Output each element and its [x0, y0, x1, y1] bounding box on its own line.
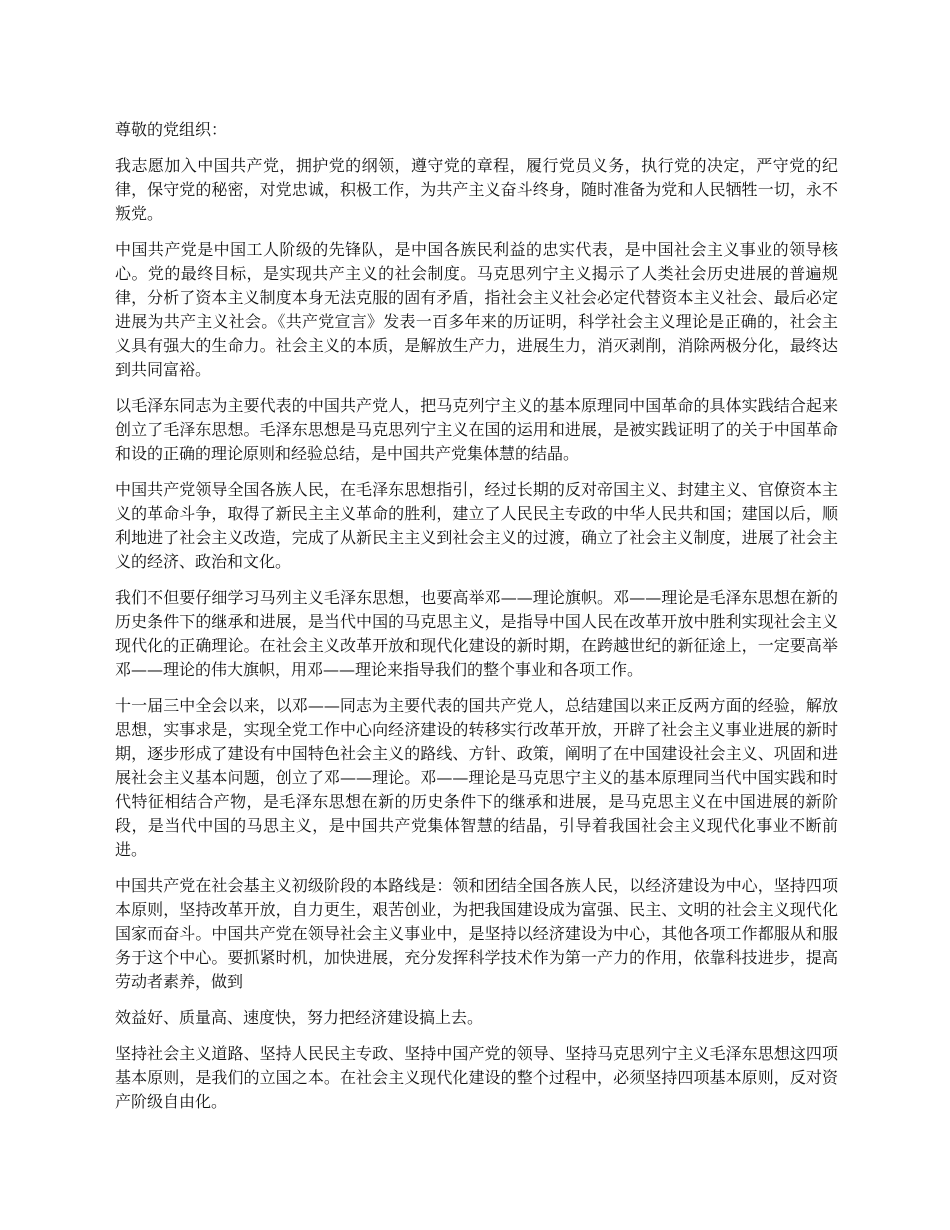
paragraph-6: 十一届三中全会以来，以邓——同志为主要代表的国共产党人，总结建国以来正反两方面的经验，解放思想，实事求是，实现全党工作中心向经济建设的转移实行改革开放，开辟了社会主义事业进展的新时期，逐步形成了建设有中国特色社会主义的路线、方针、政策，阐明了在中国建设社会主义、巩固和进展社会主义基本问题，创立了邓——理论。邓——理论是马克思宁主义的基本原理同当代中国实践和时代特征相结合产物，是毛泽东思想在新的历史条件下的继承和进展，是马克思主义在中国进展的新阶段，是当代中国的马思主义，是中国共产党集体智慧的结晶，引导着我国社会主义现代化事业不断前进。 — [115, 696, 838, 859]
paragraph-8: 效益好、质量高、速度快，努力把经济建设搞上去。 — [115, 1008, 484, 1027]
letter-body — [115, 118, 838, 1126]
paragraph-4: 中国共产党领导全国各族人民，在毛泽东思想指引，经过长期的反对帝国主义、封建主义、官僚资本主义的革命斗争，取得了新民主主义革命的胜利，建立了人民民主专政的中华人民共和国；建国以后，顺利地进了社会主义改造，完成了从新民主主义到社会主义的过渡，确立了社会主义制度，进展了社会主义的经济、政治和文化。 — [115, 480, 838, 571]
paragraph-9: 坚持社会主义道路、坚持人民民主专政、坚持中国产党的领导、坚持马克思列宁主义毛泽东思想这四项基本原则，是我们的立国之本。在社会主义现代化建设的整个过程中，必须坚持四项基本原则，反对资产阶级自由化。 — [115, 1044, 838, 1111]
paragraph-2: 中国共产党是中国工人阶级的先锋队，是中国各族民利益的忠实代表，是中国社会主义事业的领导核心。党的最终目标，是实现共产主义的社会制度。马克思列宁主义揭示了人类社会历史进展的普遍规律，分析了资本主义制度本身无法克服的固有矛盾，指社会主义社会必定代替资本主义社会、最后必定进展为共产主义社会。《共产党宣言》发表一百多年来的历证明，科学社会主义理论是正确的，社会主义具有强大的生命力。社会主义的本质，是解放生产力，进展生力，消灭剥削，消除两极分化，最终达到共同富裕。 — [115, 240, 838, 379]
paragraph-7: 中国共产党在社会基主义初级阶段的本路线是：领和团结全国各族人民，以经济建设为中心，坚持四项本原则，坚持改革开放，自力更生，艰苦创业，为把我国建设成为富强、民主、文明的社会主义现代化国家而奋斗。中国共产党在领导社会主义事业中，是坚持以经济建设为中心，其他各项工作都服从和服务于这个中心。要抓紧时机，加快进展，充分发挥科学技术作为第一产力的作用，依靠科技进步，提高劳动者素养，做到 — [115, 876, 838, 991]
paragraph-1: 我志愿加入中国共产党，拥护党的纲领，遵守党的章程，履行党员义务，执行党的决定，严守党的纪律，保守党的秘密，对党忠诚，积极工作，为共产主义奋斗终身，随时准备为党和人民牺牲一切，永不叛党。 — [115, 156, 838, 223]
paragraph-5: 我们不但要仔细学习马列主义毛泽东思想，也要高举邓——理论旗帜。邓——理论是毛泽东思想在新的历史条件下的继承和进展，是当代中国的马克思主义，是指导中国人民在改革开放中胜利实现社会主义现代化的正确理论。在社会主义改革开放和现代化建设的新时期，在跨越世纪的新征途上，一定要高举邓——理论的伟大旗帜，用邓——理论来指导我们的整个事业和各项工作。 — [115, 588, 838, 679]
paragraph-3: 以毛泽东同志为主要代表的中国共产党人，把马克列宁主义的基本原理同中国革命的具体实践结合起来创立了毛泽东思想。毛泽东思想是马克思列宁主义在国的运用和进展，是被实践证明了的关于中国革命和设的正确的理论原则和经验总结，是中国共产党集体慧的结晶。 — [115, 396, 838, 463]
salutation: 尊敬的党组织： — [115, 120, 228, 139]
